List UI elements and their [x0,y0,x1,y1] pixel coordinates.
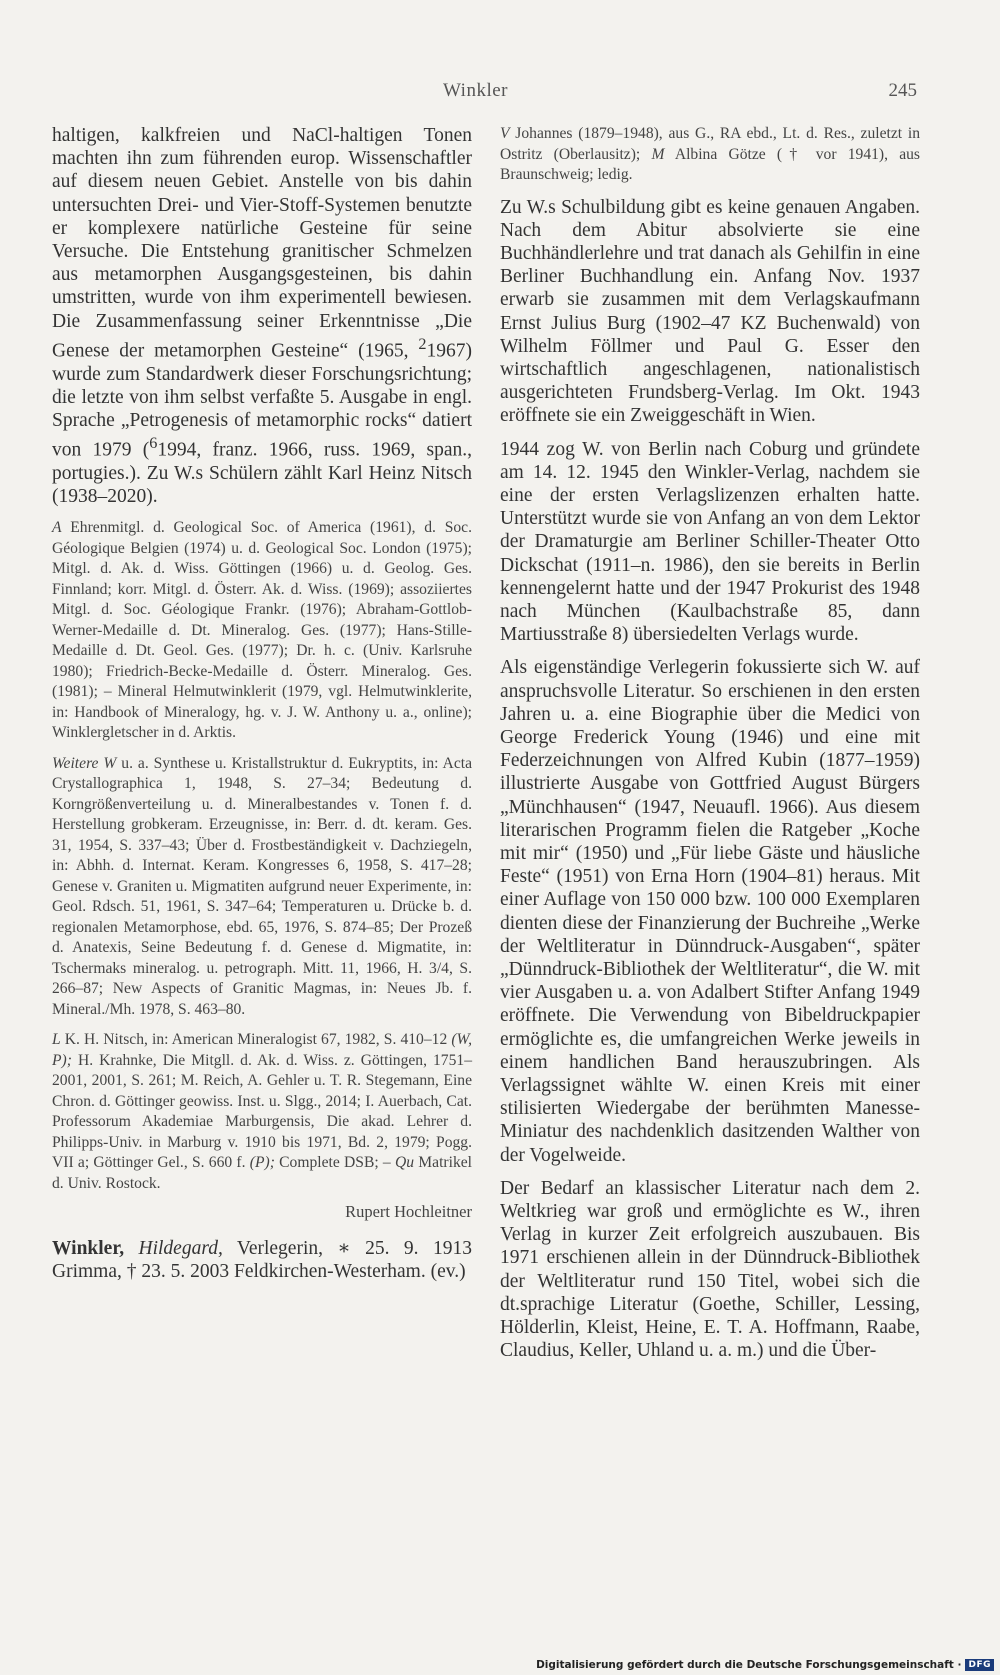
entry-heading [52,1237,472,1283]
edition-superscript: 2 [418,334,427,353]
text-run: K. H. Nitsch, in: American Mineralogist 67, 1982, S. 410–12 [60,1031,452,1049]
page-number: 245 [888,80,917,101]
text-run: (W, P); [52,1031,472,1069]
section-label: M [651,145,665,163]
running-head [0,80,1000,106]
digitization-footer [536,1659,994,1671]
text-run: Complete DSB; – [274,1154,395,1172]
entry-given-name: Hildegard, [124,1238,223,1260]
text-run: 1994, franz. 1966, russ. 1969, span., portugies.). Zu W.s Schülern zählt Karl Heinz Nitsch (1938–2020). [52,439,472,508]
biography-paragraph: Zu W.s Schulbildung gibt es keine genauen Angaben. Nach dem Abitur absolvierte sie eine Buchhändlerlehre und trat danach als Gehilfin in eine Berliner Buchhandlung ein. Anfang Nov. 1937 erwarb sie zusammen mit dem Verlagskaufmann Ernst Julius Burg (1902–47 KZ Buchenwald) von Wilhelm Föllmer und Paul G. Esser den wirtschaftlich angeschlagenen, nationalistisch ausgerichteten Frundsberg-Verlag. Im Okt. 1943 eröffnete sie ein Zweiggeschäft in Wien. [500,196,920,427]
edition-superscript: 6 [149,434,158,453]
dfg-logo: DFG [965,1659,994,1671]
text-run: Johannes (1879–1948), aus G., RA ebd., Lt. d. Res., zuletzt in Ostritz (Oberlausitz); [500,125,920,163]
entry-vitals: Verlegerin, ∗ 25. 9. 1913 Grimma, † 23. 5. 2003 Feldkirchen-Westerham. (ev.) [52,1238,472,1283]
awards-section [52,518,472,744]
article-author: Rupert Hochleitner [345,1202,472,1222]
text-run: Matrikel d. Univ. Rostock. [52,1154,472,1192]
text-run: u. a. Synthese u. Kristallstruktur d. Eukryptits, in: Acta Crystallographica 1, 1948, S. 27–34; Bedeutung d. Korngrößenverteilung u. d. Mineralbestandes v. Tonen f. d. Herstellung grobkeram. Erzeugnisse, in: Berr. d. dt. keram. Ges. 31, 1954, S. 337–43; Über d. Frostbeständigkeit v. Dachziegeln, in: Abhh. d. Internat. Keram. Kongresses 6, 1958, S. 417–28; Genese v. Graniten u. Migmatiten aufgrund neuer Experimente, in: Geol. Rdsch. 51, 1961, S. 347–64; Temperaturen u. Drücke b. d. regionalen Metamorphose, ebd. 65, 1976, S. 874–85; Der Prozeß d. Anatexis, Seine Bedeutung f. d. Genese d. Migmatite, in: Tschermaks mineralog. u. petrograph. Mitt. 11, 1966, H. 3/4, S. 266–87; New Aspects of Granitic Magmas, in: Neues Jb. f. Mineral./Mh. 1978, S. 463–80. [52,754,472,1018]
section-label: A [52,519,62,537]
text-run: (P); [249,1154,275,1172]
biography-paragraph: Der Bedarf an klassischer Literatur nach dem 2. Weltkrieg war groß und ermöglichte es W., ihren Verlag in kurzer Zeit erfolgreich auszubauen. Bis 1971 erschienen allein in der Dünndruck-Bibliothek der Weltliteratur rund 150 Titel, wobei sich die dt.sprachige Literatur (Goethe, Schiller, Lessing, Hölderlin, Kleist, Heine, E. T. A. Hoffmann, Raabe, Claudius, Keller, Uhland u. a. m.) und die Über- [500,1177,920,1362]
footer-text: Digitalisierung gefördert durch die Deutsche Forschungsgemeinschaft · [536,1659,962,1671]
section-label: V [500,125,510,142]
literature-section [52,1030,472,1194]
right-column [500,124,920,1372]
works-section [52,754,472,1021]
running-head-title: Winkler [443,80,508,101]
section-label: Weitere W [52,754,117,772]
text-run: Albina Götze († vor 1941), aus Braunschweig; ledig. [500,145,921,183]
biography-paragraph: 1944 zog W. von Berlin nach Coburg und gründete am 14. 12. 1945 den Winkler-Verlag, nachdem sie eine der ersten Verlagslizenzen erhalten hatte. Unterstützt wurde sie von Anfang an von dem Lektor der Dramaturgie am Berliner Schiller-Theater Otto Dickschat (1911–n. 1986), den sie bereits in Berlin kennengelernt hatte und der 1947 Prokurist des 1948 nach München (Kaulbachstraße 85, dann Martiusstraße 8) übersiedelten Verlags wurde. [500,438,920,646]
text-run: Qu [394,1154,415,1172]
biography-paragraph: Als eigenständige Verlegerin fokussierte sich W. auf anspruchsvolle Literatur. So erschienen in den ersten Jahren u. a. eine Biographie über die Medici von George Frederick Young (1946) und eine mit Federzeichnungen von Alfred Kubin (1877–1959) illustrierte Ausgabe von Gottfried August Bürgers „Münchhausen“ (1947, Neuaufl. 1966). Aus diesem literarischen Programm fielen die Ratgeber „Koche mit mir“ (1950) und „Für liebe Gäste und häusliche Feste“ (1951) von Erna Horn (1904–81) heraus. Mit einer Auflage von 150 000 bzw. 100 000 Exemplaren dienten diese der Finanzierung der Buchreihe „Werke der Weltliteratur in Dünndruck-Ausgaben“, später „Dünndruck-Bibliothek der Weltliteratur“, die W. mit vier Ausgaben u. a. von Adalbert Stifter Anfang 1949 eröffnete. Die Verwendung von Bibeldruckpapier ermöglichte es, die umfangreichen Werke jeweils in einem handlichen Band herauszubringen. Als Verlagssignet wählte W. einen Kreis mit einer stilisierten Wiedergabe der berühmten Manesse-Miniatur des nachdenklich dasitzenden Walther von der Vogelweide. [500,657,920,1166]
biography-paragraph [52,124,472,508]
text-run: H. Krahnke, Die Mitgll. d. Ak. d. Wiss. z. Göttingen, 1751–2001, 2001, S. 261; M. Reich, A. Gehler u. T. R. Stegemann, Eine Chron. d. Göttinger geowiss. Inst. u. Slgg., 2014; I. Auerbach, Cat. Professorum Akademiae Marburgensis, Die akad. Lehrer d. Philipps-Univ. in Marburg v. 1910 bis 1971, Bd. 2, 1979; Pogg. VII a; Göttinger Gel., S. 660 f. [52,1051,472,1172]
left-column [52,124,472,1294]
section-label: L [52,1031,61,1049]
family-section [500,124,920,186]
text-run: Ehrenmitgl. d. Geological Soc. of America (1961), d. Soc. Géologique Belgien (1974) u. d. Geological Soc. London (1975); Mitgl. d. Ak. d. Wiss. Göttingen (1966) u. d. Geolog. Ges. Finnland; korr. Mitgl. d. Österr. Ak. d. Wiss. (1969); assoziiertes Mitgl. d. Soc. Géologique Frankr. (1976); Abraham-Gottlob-Werner-Medaille d. Dt. Mineralog. Ges. (1977); Hans-Stille-Medaille d. Dt. Geol. Ges. (1977); Dr. h. c. (Univ. Karlsruhe 1980); Friedrich-Becke-Medaille d. Österr. Mineralog. Ges. (1981); – Mineral Helmutwinklerit (1979, vgl. Helmutwinklerite, in: Handbook of Mineralogy, hg. v. J. W. Anthony u. a., online); Winklergletscher in d. Arktis. [52,519,472,742]
text-run: haltigen, kalkfreien und NaCl-haltigen Tonen machten ihn zum führenden europ. Wissenschaftler auf diesem neuen Gebiet. Anstelle von bis dahin untersuchten Drei- und Vier-Stoff-Systemen benutzte er komplexere natürliche Gesteine für seine Versuche. Die Entstehung granitischer Schmelzen aus metamorphen Ausgangsgesteinen, bis dahin umstritten, wurde von ihm experimentell bewiesen. Die Zusammenfassung seiner Erkenntnisse „Die Genese der metamorphen Gesteine“ (1965, [52,125,472,362]
text-run: 1967) wurde zum Standardwerk dieser Forschungsrichtung; die letzte von ihm selbst verfaßte 5. Ausgabe in engl. Sprache „Petrogenesis of metamorphic rocks“ datiert von 1979 ( [52,340,472,461]
entry-surname: Winkler, [52,1238,125,1260]
